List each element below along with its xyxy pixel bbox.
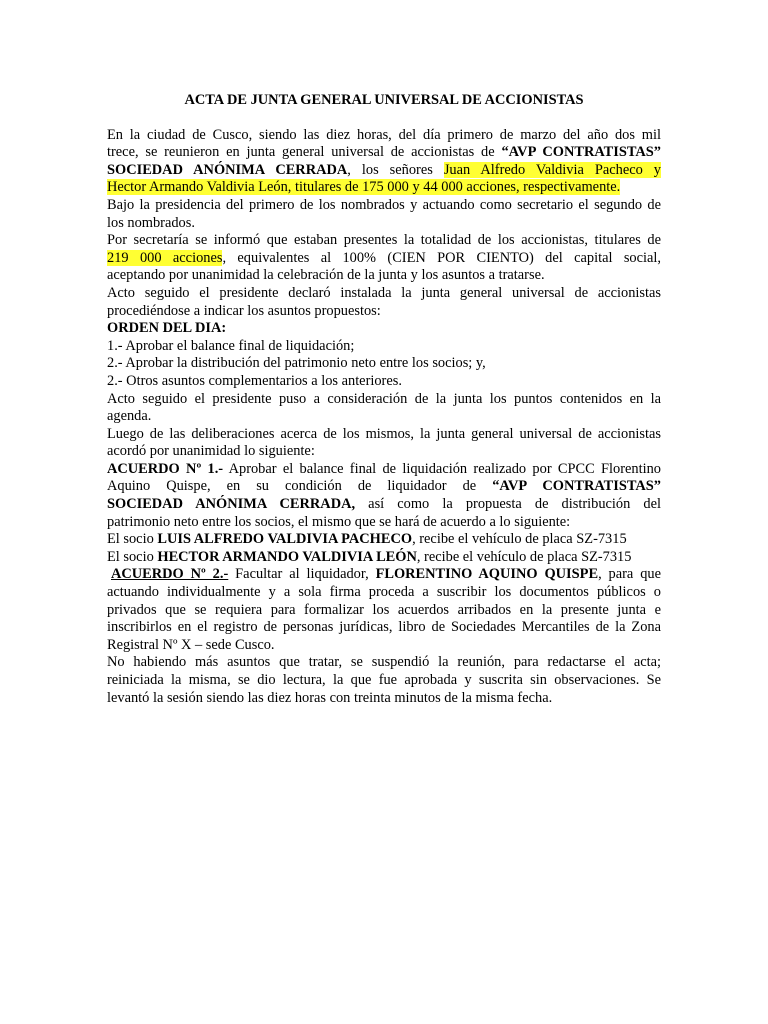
text-line: [107, 303, 661, 321]
agreement-1: [107, 461, 661, 567]
paragraph-closing: [107, 654, 661, 707]
company-type: SOCIEDAD ANÓNIMA CERRADA,: [107, 496, 356, 513]
text: acordó por unanimidad lo siguiente:: [107, 443, 315, 460]
text-line: [107, 584, 661, 602]
text-line: [107, 619, 661, 637]
text-line: [107, 496, 661, 514]
agenda-heading: [107, 320, 661, 338]
text: procediéndose a indicar los asuntos propuestos:: [107, 302, 381, 319]
agenda-item: [107, 355, 661, 373]
text-line: [107, 514, 661, 532]
text-line: [107, 408, 661, 426]
text-line: [107, 637, 661, 655]
paragraph-consideration: [107, 391, 661, 426]
agenda-item: [107, 373, 661, 391]
text-line: [107, 654, 661, 672]
text: , recibe el vehículo de placa SZ-7315: [412, 531, 627, 548]
text: aceptando por unanimidad la celebración de la junta y los asuntos a tratarse.: [107, 267, 545, 284]
text-line: [107, 127, 661, 145]
text: ORDEN DEL DIA:: [107, 320, 227, 337]
text: Bajo la presidencia del primero de los nombrados y actuando como secretario el segundo de: [107, 196, 661, 213]
text: actuando individualmente y a sola firma proceda a suscribir los documentos públicos o: [107, 584, 661, 601]
text-line: [107, 690, 661, 708]
text: En la ciudad de Cusco, siendo las diez horas, del día primero de marzo del año dos mil: [107, 126, 661, 143]
text: los nombrados.: [107, 214, 195, 231]
text-line: [107, 566, 661, 584]
partner-line: [107, 531, 661, 549]
document-page: [107, 92, 661, 707]
text-line: [107, 250, 661, 268]
text-line: [107, 197, 661, 215]
paragraph-installation: [107, 285, 661, 320]
text-line: [107, 267, 661, 285]
text-line: [107, 144, 661, 162]
text-line: [107, 179, 661, 197]
agenda-item: [107, 338, 661, 356]
text: reiniciada la misma, se dio lectura, la que fue aprobada y suscrita sin observaciones. Se: [107, 672, 661, 688]
text: Por secretaría se informó que estaban presentes la totalidad de los accionistas, titulares de: [107, 232, 661, 249]
paragraph-deliberation: [107, 426, 661, 461]
text: 1.- Aprobar el balance final de liquidación;: [107, 337, 355, 354]
text-line: [107, 443, 661, 461]
text: 2.- Aprobar la distribución del patrimonio neto entre los socios; y,: [107, 355, 486, 372]
document-title: ACTA DE JUNTA GENERAL UNIVERSAL DE ACCIONISTAS: [184, 92, 584, 108]
text-line: [107, 478, 661, 496]
text: Aprobar el balance final de liquidación realizado por CPCC Florentino: [223, 460, 661, 477]
highlighted-text: Hector Armando Valdivia León, titulares de 175 000 y 44 000 acciones, respectivamente.: [107, 179, 621, 196]
company-name: “AVP CONTRATISTAS”: [492, 478, 662, 495]
text: El socio: [107, 548, 158, 565]
text: trece, se reunieron en junta general universal de accionistas de: [107, 144, 502, 161]
text: inscribirlos en el registro de personas jurídicas, libro de Sociedades Mercantiles de la Zona: [107, 619, 661, 636]
text: levantó la sesión siendo las diez horas con treinta minutos de la misma fecha.: [107, 689, 553, 706]
text: Acto seguido el presidente puso a consideración de la junta los puntos contenidos en la: [107, 390, 661, 407]
text: Registral Nº X – sede Cusco.: [107, 636, 275, 653]
text-line: [107, 285, 661, 303]
highlighted-text: 219 000 acciones: [107, 249, 223, 266]
text: , equivalentes al 100% (CIEN POR CIENTO) del capital social,: [222, 249, 662, 266]
text-line: [107, 602, 661, 620]
company-name: “AVP CONTRATISTAS”: [501, 144, 661, 161]
agreement-label: ACUERDO Nº 1.-: [107, 460, 224, 477]
text-line: [107, 461, 661, 479]
text-line: [107, 672, 661, 690]
paragraph-quorum: [107, 232, 661, 285]
text: , para que: [598, 566, 661, 583]
text-line: [107, 391, 661, 409]
text-line: [107, 215, 661, 233]
text: privados que se requiera para formalizar los acuerdos arribados en la presente junta e: [107, 601, 661, 618]
liquidator-name: FLORENTINO AQUINO QUISPE: [375, 566, 599, 583]
text: así como la propuesta de distribución del: [355, 496, 661, 513]
text: 2.- Otros asuntos complementarios a los anteriores.: [107, 372, 402, 389]
text: Acto seguido el presidente declaró instalada la junta general universal de accionistas: [107, 284, 661, 301]
paragraph-opening: [107, 127, 661, 197]
text: agenda.: [107, 408, 152, 425]
text: , recibe el vehículo de placa SZ-7315: [416, 548, 632, 565]
text: No habiendo más asuntos que tratar, se suspendió la reunión, para redactarse el acta;: [107, 654, 661, 671]
text: El socio: [107, 531, 158, 548]
text: , los señores: [347, 161, 444, 178]
partner-name: HECTOR ARMANDO VALDIVIA LEÓN: [157, 548, 417, 565]
text: patrimonio neto entre los socios, el mismo que se hará de acuerdo a lo siguiente:: [107, 513, 571, 530]
text-line: [107, 162, 661, 180]
text-line: [107, 426, 661, 444]
text-line: [107, 232, 661, 250]
company-type: SOCIEDAD ANÓNIMA CERRADA: [107, 161, 348, 178]
text: Aquino Quispe, en su condición de liquidador de: [107, 478, 493, 495]
highlighted-text: Juan Alfredo Valdivia Pacheco y: [443, 161, 661, 178]
partner-name: LUIS ALFREDO VALDIVIA PACHECO: [157, 531, 413, 548]
agreement-label: ACUERDO Nº 2.-: [111, 566, 229, 583]
agenda: [107, 320, 661, 390]
text: Facultar al liquidador,: [228, 566, 376, 583]
text: Luego de las deliberaciones acerca de los mismos, la junta general universal de accionistas: [107, 425, 661, 442]
partner-line: [107, 549, 661, 567]
agreement-2: [107, 566, 661, 654]
paragraph-presidency: [107, 197, 661, 232]
